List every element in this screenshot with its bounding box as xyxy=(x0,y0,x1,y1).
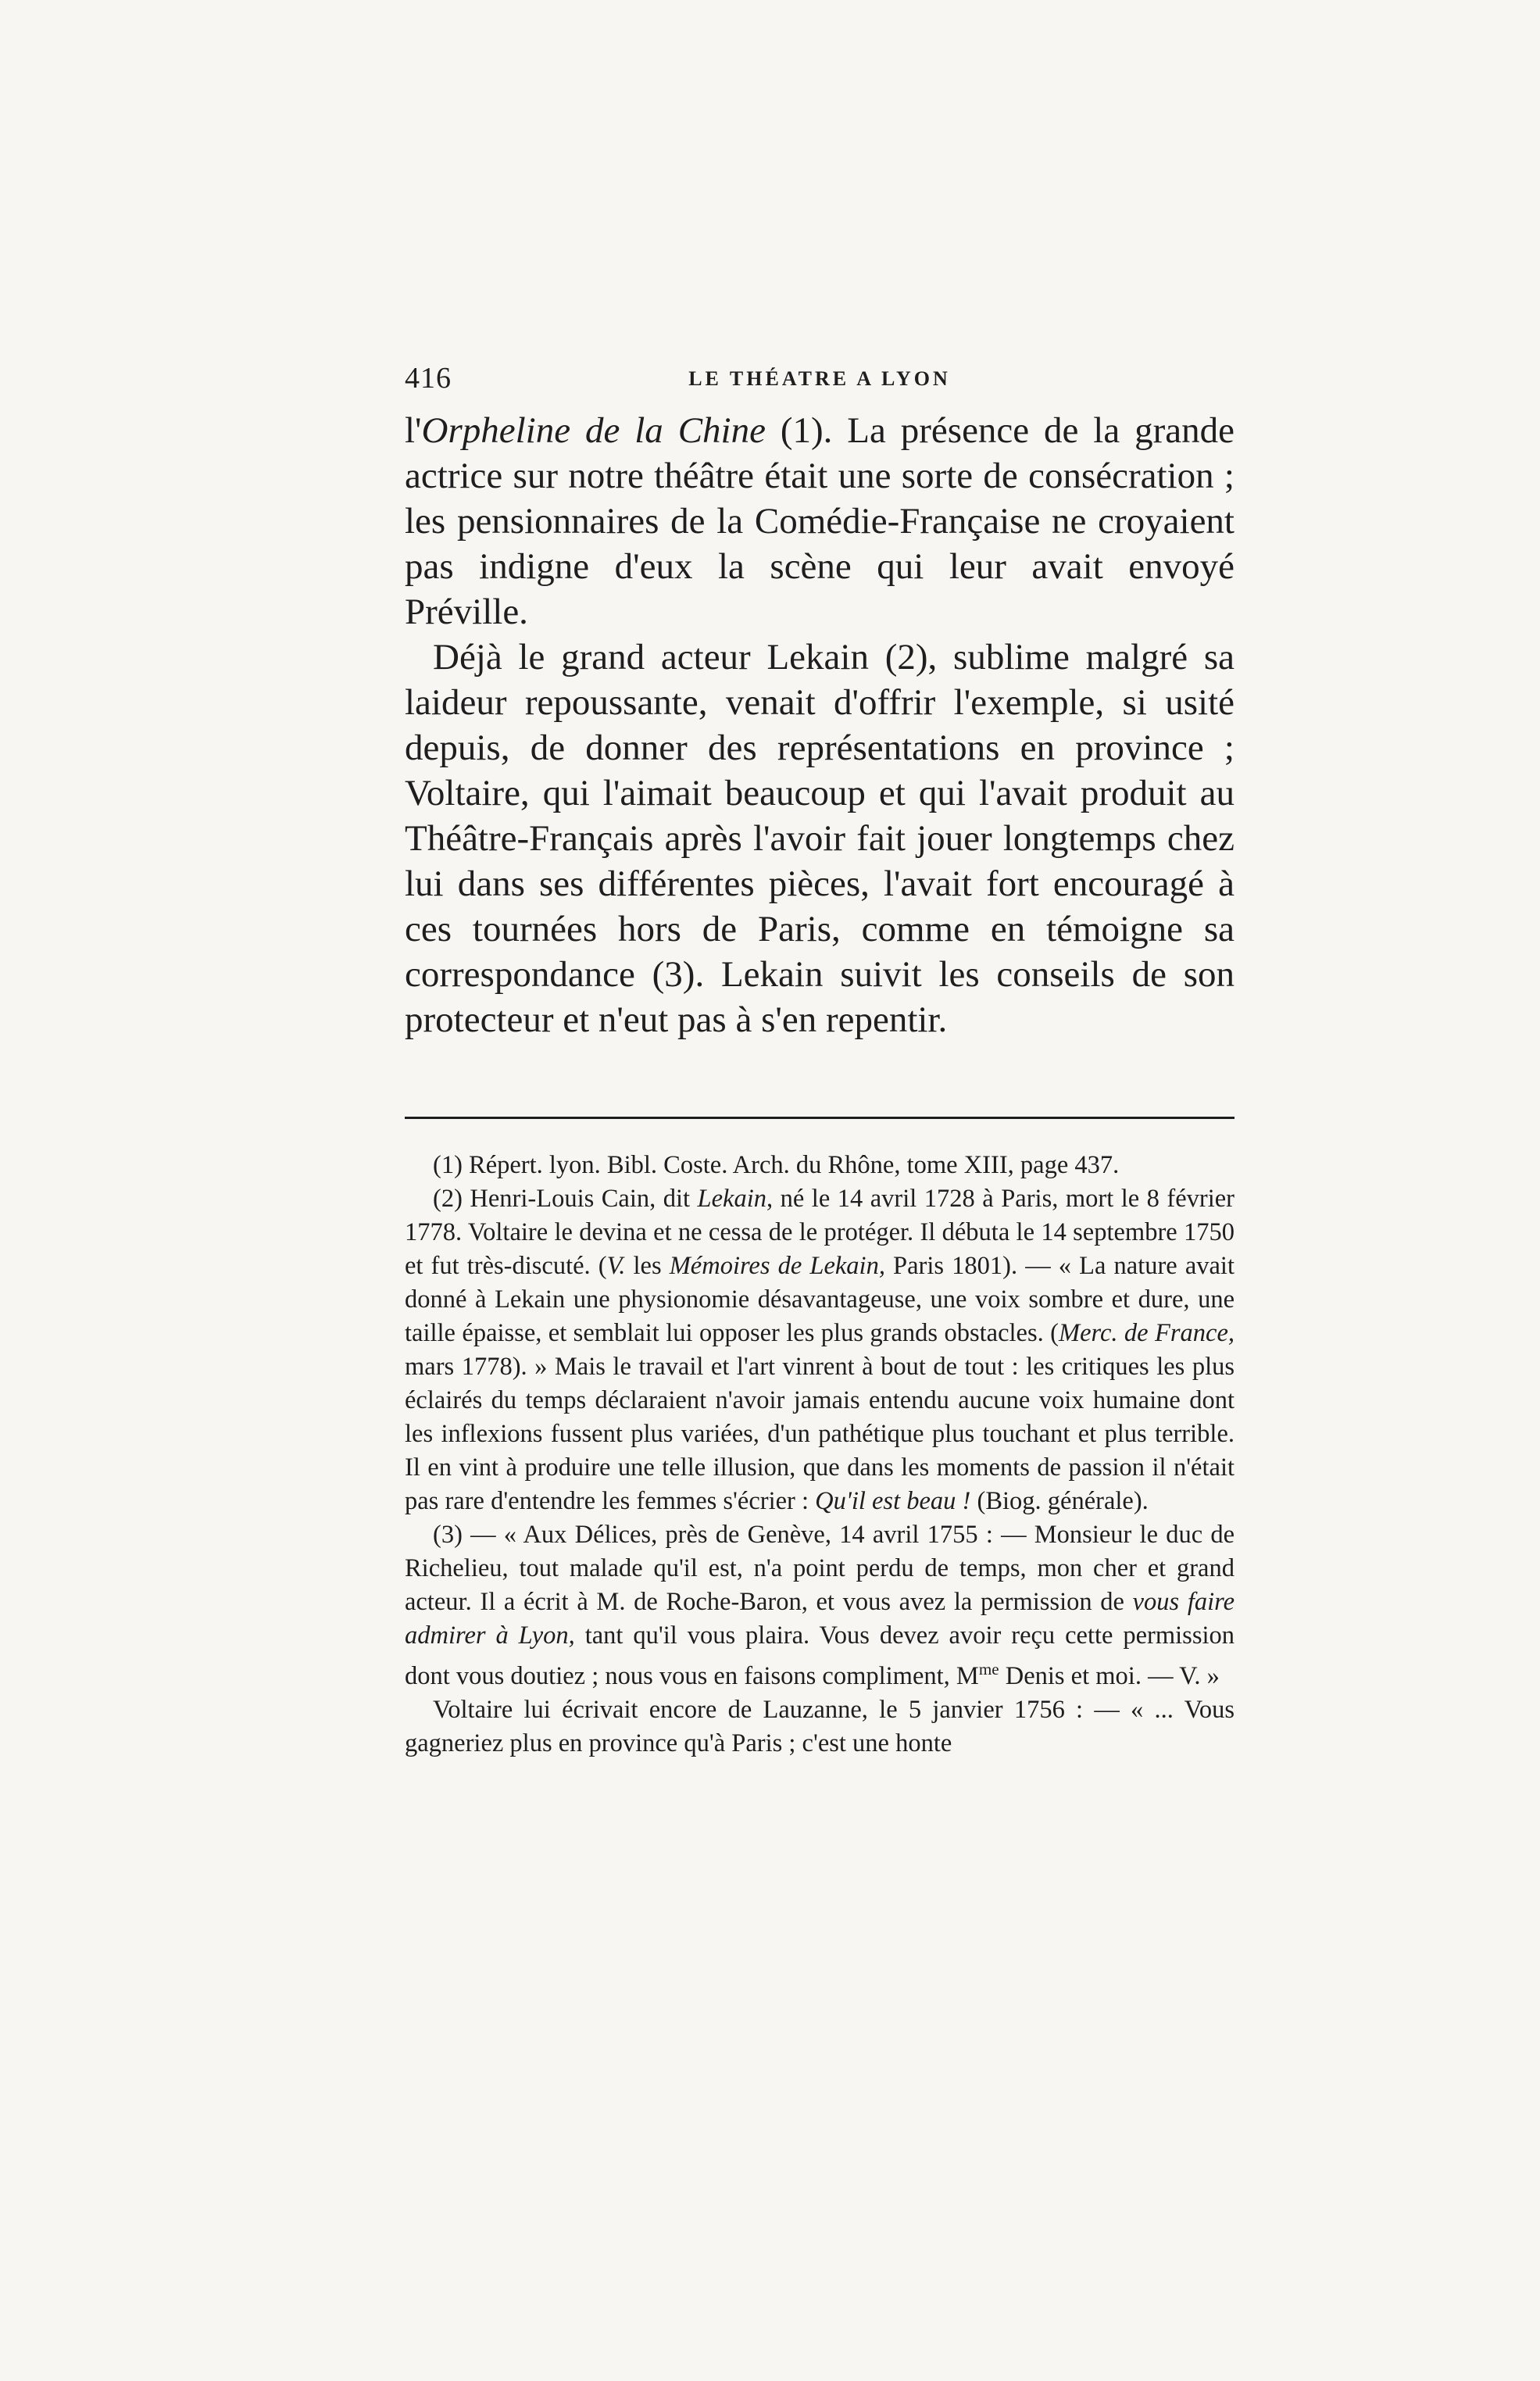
main-text xyxy=(405,408,1235,1042)
footnote-2-text: , né le 14 avril 1728 à Paris, mort le 8 février 1778. Voltaire le devina et ne cessa de le protéger. Il débuta le 14 septembre 1750 et fut très-discuté. ( xyxy=(405,1185,1235,1280)
footnote-2-italic: Qu'il est beau ! xyxy=(815,1487,971,1515)
running-head xyxy=(405,361,1235,408)
footnote-continuation: Voltaire lui écrivait encore de Lauzanne, le 5 janvier 1756 : — « ... Vous gagneriez plus en province qu'à Paris ; c'est une honte xyxy=(405,1695,1235,1757)
running-title: LE THÉATRE A LYON xyxy=(688,367,951,390)
page-number: 416 xyxy=(405,362,452,395)
footnotes xyxy=(405,1149,1235,1761)
footnote-2-text: les xyxy=(625,1252,670,1280)
footnote-2-italic: Lekain xyxy=(697,1185,767,1213)
paragraph-1-text: (1). La présence de la grande actrice sur notre théâtre était une sorte de consécration ; les pensionnaires de la Comédie-Française ne croyaient pas indigne d'eux la scène qui leur avait envoyé Préville. xyxy=(405,410,1235,632)
footnote-rule xyxy=(405,1117,1235,1119)
footnote-2-text: (Biog. générale). xyxy=(970,1487,1149,1515)
footnote-2-italic: Mémoires de Lekain, xyxy=(669,1252,885,1280)
footnote-2-text: Paris 1801). — « La nature avait donné à Lekain une physionomie désavantageuse, une voix sombre et dure, une taille épaisse, et semblait lui opposer les plus grands obstacles. ( xyxy=(405,1252,1235,1347)
footnote-2-text: (2) Henri-Louis Cain, dit xyxy=(433,1185,698,1213)
footnote-3-text: (3) — « Aux Délices, près de Genève, 14 avril 1755 : — Monsieur le duc de Richelieu, tout malade qu'il est, n'a point perdu de temps, mon cher et grand acteur. Il a écrit à M. de Roche-Baron, et vous avez la permission de xyxy=(405,1521,1235,1616)
footnote-3-superscript: me xyxy=(978,1660,999,1678)
footnote-2-italic: V. xyxy=(606,1252,626,1280)
book-page xyxy=(405,361,1235,1761)
paragraph-2: Déjà le grand acteur Lekain (2), sublime malgré sa laideur repoussante, venait d'offrir l'exemple, si usité depuis, de donner des représentations en province ; Voltaire, qui l'aimait beaucoup et qui l'avait produit au Théâtre-Français après l'avoir fait jouer longtemps chez lui dans ses différentes pièces, l'avait fort encouragé à ces tournées hors de Paris, comme en témoigne sa correspondance (3). Lekain suivit les conseils de son protecteur et n'eut pas à s'en repentir. xyxy=(405,637,1235,1040)
footnote-1: (1) Répert. lyon. Bibl. Coste. Arch. du Rhône, tome XIII, page 437. xyxy=(433,1151,1120,1179)
work-title-italic: Orpheline de la Chine xyxy=(421,410,766,451)
footnote-2 xyxy=(405,1182,1235,1518)
footnote-2-italic: Merc. de France, xyxy=(1059,1319,1235,1347)
paragraph-1: l'Orpheline de la Chine (1). La présence de la grande actrice sur notre théâtre était une sorte de consécration ; les pensionnaires de la Comédie-Française ne croyaient pas indigne d'eux la scène qui leur avait envoyé Préville. xyxy=(405,410,1235,632)
footnote-3 xyxy=(405,1518,1235,1693)
footnote-3-text: tant qu'il vous plaira. Vous devez avoir reçu cette permission dont vous doutiez ; nous vous en faisons compliment, M xyxy=(405,1621,1235,1690)
footnote-3-italic: vous faire admirer à Lyon, xyxy=(405,1588,1235,1650)
footnote-3-text: Denis et moi. — V. » xyxy=(999,1661,1220,1690)
footnote-2-text: mars 1778). » Mais le travail et l'art vinrent à bout de tout : les critiques les plus éclairés du temps déclaraient n'avoir jamais entendu aucune voix humaine dont les inflexions fussent plus variées, d'un pathétique plus touchant et plus terrible. Il en vint à produire une telle illusion, que dans les moments de passion il n'était pas rare d'entendre les femmes s'écrier : xyxy=(405,1353,1235,1515)
